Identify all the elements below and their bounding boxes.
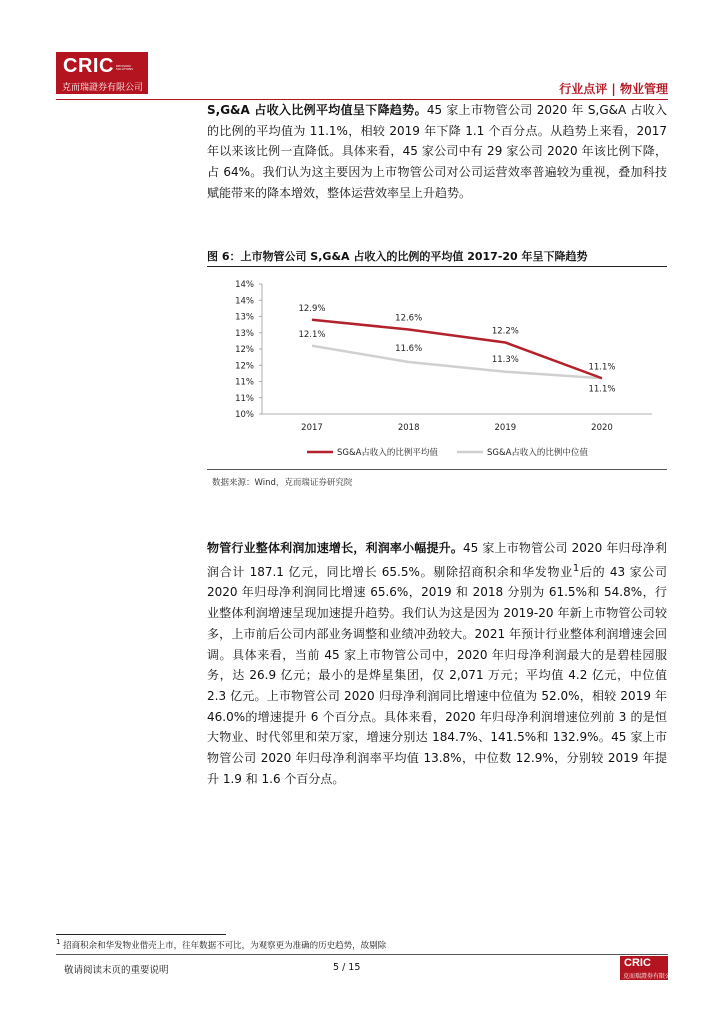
x-tick-label: 2019 bbox=[494, 423, 517, 433]
x-tick-label: 2017 bbox=[301, 423, 323, 433]
y-tick-label: 13% bbox=[235, 312, 254, 323]
paragraph-profit-body-a: 45 家上市物管公司 2020 年归母净利润合计 187.1 亿元，同比增长 65.5%。剔除招商积余和华发物业 bbox=[207, 541, 667, 579]
data-label: 11.6% bbox=[395, 344, 423, 354]
footer-logo bbox=[620, 956, 678, 980]
data-label: 12.9% bbox=[298, 303, 326, 314]
cric-logo bbox=[56, 52, 148, 94]
legend-label: SG&A占收入的比例平均值 bbox=[337, 448, 438, 458]
data-label: 11.1% bbox=[588, 384, 616, 395]
data-label: 12.1% bbox=[298, 329, 326, 340]
logo-tagline: DECISION SOLUTIONS bbox=[116, 64, 134, 71]
footnote-number: 1 bbox=[56, 938, 61, 946]
footnote bbox=[56, 938, 386, 951]
data-label: 11.1% bbox=[588, 362, 616, 373]
logo-text: CRIC bbox=[63, 55, 114, 77]
y-tick-label: 13% bbox=[235, 328, 254, 339]
y-tick-label: 12% bbox=[235, 361, 254, 372]
footnote-rule bbox=[56, 934, 226, 935]
paragraph-sga-body: 45 家上市物管公司 2020 年 S,G&A 占收入的比例的平均值为 11.1%，相较 2019 年下降 1.1 个百分点。从趋势上来看，2017 年以来该比例一直降低。具体来看，45 家公司中有 29 家公司 2020 年该比例下降，占 64%。我们认为这主要因为上市物管公司对公司运营效率普遍较为重视，叠加科技赋能带来的降本增效，整体运营效率呈上升趋势。 bbox=[207, 103, 667, 200]
series-line-mean bbox=[312, 320, 602, 379]
section-tag: 行业点评 | 物业管理 bbox=[559, 82, 668, 96]
y-tick-label: 11% bbox=[235, 393, 254, 404]
y-tick-label: 10% bbox=[235, 410, 254, 420]
logo-company: 克而瑞證券有限公司 bbox=[62, 83, 144, 93]
footer-logo-text: CRIC bbox=[624, 957, 651, 969]
y-tick-label: 14% bbox=[235, 280, 254, 290]
data-label: 12.2% bbox=[491, 326, 519, 337]
paragraph-profit-lead: 物管行业整体利润加速增长，利润率小幅提升。 bbox=[207, 541, 464, 555]
figure-bottom-rule bbox=[207, 469, 667, 470]
data-label: 11.3% bbox=[491, 354, 519, 365]
legend-label: SG&A占收入的比例中位值 bbox=[487, 448, 588, 458]
footer-divider bbox=[56, 954, 668, 955]
footer-logo-company: 克而瑞證券有限公司 bbox=[623, 973, 678, 980]
paragraph-sga bbox=[207, 100, 667, 204]
figure-top-rule bbox=[207, 266, 667, 267]
figure-title: 图 6：上市物管公司 S,G&A 占收入的比例的平均值 2017-20 年呈下降趋势 bbox=[207, 250, 588, 263]
page-number: 5 / 15 bbox=[333, 962, 361, 973]
y-tick-label: 12% bbox=[235, 345, 254, 355]
paragraph-profit bbox=[207, 538, 667, 789]
footnote-ref[interactable]: 1 bbox=[572, 562, 580, 574]
y-tick-label: 11% bbox=[235, 377, 254, 388]
x-tick-label: 2020 bbox=[591, 423, 613, 433]
x-tick-label: 2018 bbox=[397, 423, 420, 433]
paragraph-profit-body-b: 后的 43 家公司 2020 年归母净利润同比增速 65.6%，2019 和 2018 分别为 61.5%和 54.8%，行业整体利润增速呈现加速提升趋势。我们认为这是因为 2019-20 年新上市物管公司较多，上市前后公司内部业务调整和业绩冲劲较大。2021 年预计行业整体利润增速会回调。具体来看，当前 45 家上市物管公司中，2020 年归母净利润最大的是碧桂园服务，达 26.9 亿元；最小的是烨星集团，仅 2,071 万元；平均值 4.2 亿元，中位值 2.3 亿元。上市物管公司 2020 归母净利润同比增速中位值为 52.0%，相较 2019 年 46.0%的增速提升 6 个百分点。具体来看，2020 年归母净利润增速位列前 3 的是恒大物业、时代邻里和荣万家，增速分别达 184.7%、141.5%和 132.9%。45 家上市物管公司 2020 年归母净利润率平均值 13.8%，中位数 12.9%，分别较 2019 年提升 1.9 和 1.6 个百分点。 bbox=[207, 564, 668, 786]
sga-line-chart bbox=[207, 268, 667, 468]
y-tick-label: 14% bbox=[235, 296, 254, 307]
figure-source: 数据来源：Wind，克而瑞证券研究院 bbox=[212, 478, 353, 488]
footer-notice: 敬请阅读末页的重要说明 bbox=[64, 965, 169, 976]
paragraph-sga-lead: S,G&A 占收入比例平均值呈下降趋势。 bbox=[207, 103, 427, 117]
data-label: 12.6% bbox=[395, 313, 423, 324]
footnote-text: 招商积余和华发物业借壳上市，往年数据不可比，为观察更为准确的历史趋势，故剔除 bbox=[63, 940, 387, 951]
